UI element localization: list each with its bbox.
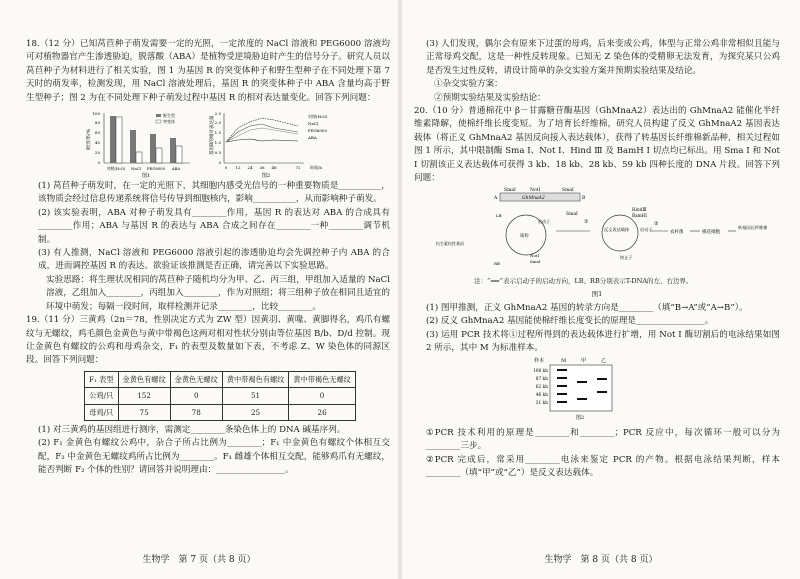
table-cell: 78	[170, 404, 222, 420]
page-left	[0, 0, 398, 579]
gel-band	[597, 378, 607, 380]
q18-part3-idea: 实验思路：将生理状况相同的莴苣种子随机均分为甲、乙、丙三组，甲组加入适量的 NaCl 溶液，乙组加入________，丙组加入________，作为对照组；将三组种子放在相同且适宜的环境中萌发；每隔一段时间，取样检测并记录________，比较________。	[46, 274, 390, 312]
q19-answer-plan: ①杂交实验方案：	[434, 79, 503, 90]
gel-marker-label: 46 kb	[535, 393, 548, 399]
page-footer-right: 生物学 第 8 页（共 8 页）	[544, 555, 658, 565]
fig2-xtick: 36	[259, 165, 265, 171]
gel-marker-label: 108 kb	[533, 369, 548, 375]
diag-label: 抗生素抗性基因	[436, 241, 464, 247]
fig2-xtick: 72	[295, 165, 301, 171]
fig2-xtick: 24	[247, 165, 253, 171]
gel-band	[557, 393, 567, 395]
fig2-legend: ABA	[308, 135, 317, 141]
fig2-series-peg	[226, 124, 298, 142]
table-row	[85, 388, 356, 404]
q19-answer-result: ②预期实验结果及实验结论：	[434, 92, 546, 103]
figure-1-bar-chart	[86, 108, 194, 178]
fig1-bar	[176, 146, 182, 163]
fig2-xtick: 48	[271, 165, 277, 171]
diag-label: SmaⅠ	[530, 259, 541, 265]
expression-vector-circle	[602, 215, 638, 251]
fig1-bar	[110, 116, 116, 163]
diag-label: NotⅠ	[530, 253, 540, 259]
fig2-ytick: 0	[218, 160, 221, 166]
diag-label: A	[494, 196, 498, 202]
fig2-legend: 对照(H₂O)	[308, 114, 328, 120]
table-header-cell: F₁ 表型	[85, 371, 119, 387]
diag-label: 转基因长纤维棉	[738, 225, 768, 231]
q19-part3: (3) 人们发现，偶尔会有原来下过蛋的母鸡，后来变成公鸡，体型与正常公鸡非常相似且能与正常母鸡交配，这是一种性反转现象。已知无 Z 染色体的受精卵无法发育，为探究某只公鸡是否发生过性反转，请设计简单的杂交实验方案并预期实验结果及结论。	[426, 39, 780, 76]
fig1-ytick: 80	[94, 120, 100, 126]
fig2-xtick: 12	[235, 165, 241, 171]
fig2-ytick: 2.5	[214, 111, 221, 117]
table-header-cell: 金黄色无螺纹	[170, 371, 222, 387]
diagram-caption: 图1	[591, 290, 603, 299]
figure-1-vector-diagram	[434, 187, 774, 269]
table-cell: 0	[289, 388, 356, 404]
q19-intro: 19.（11 分）三黄鸡（2n＝78，性别决定方式为 ZW 型）因黄羽、黄喙、黄脚得名，鸡爪有螺纹与无螺纹，鸡毛颜色金黄色与黄中带褐色这两对相对性状分别由等位基因 B/b、D/d 控制。现让金黄色有螺纹的公鸡和母鸡杂交，F₁ 的表型及数量如下表，不考虑 Z、W 染色体的同源区段。回答下列问题：	[26, 315, 390, 366]
q18-figures	[86, 108, 390, 178]
gel-marker-label: 62 kb	[535, 385, 548, 391]
fig2-series-control	[226, 139, 298, 142]
table-cell: 75	[118, 404, 170, 420]
diag-label: 质粒	[520, 234, 529, 240]
fig2-ytick: 2.0	[214, 120, 221, 126]
gel-frame	[550, 365, 612, 411]
q20-part3-2: ②PCR 完成后，常采用________电泳来鉴定 PCR 的产物。根据电泳结果判断，样本________（填“甲”或“乙”）是反义表达载体。	[426, 454, 780, 478]
fig2-xtick: 0	[224, 165, 228, 171]
fig1-ytick: 60	[94, 130, 100, 136]
q18-intro: 18.（12 分）已知莴苣种子萌发需要一定的光照，一定浓度的 NaCl 溶液和 PEG6000 溶液均可对植物器官产生渗透胁迫，脱落酸（ABA）是植物受逆境胁迫时产生的信号分子。研究人员以莴苣种子为材料进行了相关实验，图 1 为基因 R 的突变体种子和野生型种子在不同处理下第 7 天时的萌发率，检测发现，用 NaCl 溶液处理后，基因 R 的突变体种子中 ABA 含量均高于野生型种子；图 2 为在不同处理下种子萌发过程中基因 R 的相对表达量变化。回答下列问题：	[26, 39, 390, 103]
fig2-ylabel: 基因R的相对表达量	[210, 115, 215, 156]
diag-label: ①	[584, 219, 589, 226]
gel-band	[577, 398, 587, 400]
fig1-xtick: 对照(H₂O)	[106, 166, 126, 172]
fig1-xtick: PEG6000	[146, 166, 166, 172]
diagram-note: 注：“⟹”表示启动子的启动方向，LB、RB分别表示T-DNA的左、右边界。	[474, 276, 693, 285]
fig1-ylabel: 萌发率/%	[86, 128, 92, 151]
q19-f1-table	[84, 371, 356, 421]
q20-part3: (3) 运用 PCR 技术将①过程所得到的表达载体进行扩增，用 Not Ⅰ 酶切割后的电泳结果如图 2 所示，其中 M 为标准样本。	[426, 329, 780, 353]
fig1-xtick: NaCl	[131, 166, 141, 172]
diag-label: 农杆菌	[670, 230, 684, 236]
gel-marker-label: 87 kb	[535, 377, 548, 383]
q20-part3-1: ①PCR 技术利用的原理是________和________；PCR 反应中，每次循环一般可以分为________三步。	[426, 427, 780, 452]
fig1-bar	[116, 117, 122, 163]
fig2-legend: NaCl	[308, 121, 319, 127]
q20-part2: (2) 反义 GhMnaA2 基因能使棉纤维长度变长的原理是________________。	[426, 316, 714, 327]
table-cell: 152	[118, 388, 170, 404]
diag-label: LB	[496, 213, 502, 219]
diag-label: RB	[494, 261, 500, 267]
fig2-caption: 图2	[261, 173, 271, 179]
table-header-row	[85, 371, 356, 387]
table-cell: 0	[170, 388, 222, 404]
fig1-xtick: ABA	[171, 166, 181, 172]
gel-header: 乙	[601, 358, 607, 365]
diag-label: 棉花细胞	[702, 230, 720, 236]
table-header-cell: 黄中带褐色无螺纹	[289, 371, 356, 387]
diag-label: HindⅢ	[632, 207, 647, 213]
table-cell: 51	[222, 388, 289, 404]
table-cell: 公鸡/只	[85, 388, 119, 404]
diag-label: NotⅠ	[530, 188, 541, 194]
fig2-ytick: 0.5	[214, 150, 221, 156]
diag-label: SmaⅠ	[504, 188, 516, 194]
diag-label: SmaⅠ	[562, 188, 574, 194]
q18-part2: (2) 该实验表明，ABA 对种子萌发具有________作用，基因 R 的表达对 ABA 的合成具有________作用；ABA 与基因 R 的表达与 ABA 合成之间存在________一种________调节机制。	[38, 207, 390, 245]
table-header-cell: 黄中带褐色有螺纹	[222, 371, 289, 387]
gel-caption: 图2	[575, 415, 585, 422]
diag-label: 终止子	[620, 255, 633, 261]
page-footer-left: 生物学 第 7 页（共 8 页）	[142, 555, 256, 565]
gel-band	[597, 391, 607, 393]
fig2-xlabel: 时间/h	[310, 165, 322, 171]
table-header-cell: 金黄色有螺纹	[118, 371, 170, 387]
diag-label: BamHⅠ	[632, 213, 647, 219]
q18-part3: (3) 有人推测，NaCl 溶液和 PEG6000 溶液引起的渗透胁迫均会先调控种子内 ABA 的合成，进而调控基因 R 的表达。欲验证该推测是否正确，请完善以下实验思路。	[38, 248, 390, 272]
diag-label: SmaⅠ	[566, 212, 578, 218]
fig1-ytick: 40	[94, 140, 100, 146]
diag-label: 反义表达载体	[604, 227, 630, 233]
fig1-bar	[150, 134, 156, 163]
fig1-bar	[130, 130, 136, 163]
fig1-bar	[170, 138, 176, 163]
question-18	[26, 38, 390, 314]
fig2-legend: PEG6000	[308, 128, 327, 134]
gel-band	[557, 369, 567, 371]
q18-part1: (1) 莴苣种子萌发时，在一定的光照下，其细胞内感受光信号的一种重要物质是__________，该物质会经过信息传递系统将信号传导到细胞核内，影响__________，从而影响种子萌发。	[38, 181, 390, 205]
fig1-ytick: 0	[97, 160, 100, 166]
diag-label: ②	[654, 221, 659, 228]
table-cell: 26	[289, 404, 356, 420]
gel-band	[557, 401, 567, 403]
diag-label: GhMnaA2	[522, 196, 545, 202]
fig1-ytick: 20	[94, 150, 100, 156]
gel-band	[577, 381, 587, 383]
table-row	[85, 404, 356, 420]
fig1-legend: 野生型	[163, 113, 175, 119]
fig2-ytick: 1.0	[214, 140, 221, 146]
gel-header: 甲	[581, 358, 587, 365]
page-right	[402, 0, 800, 579]
diag-label: B	[582, 196, 586, 202]
diag-label: 启动子	[640, 227, 653, 233]
q20-intro: 20.（10 分）普通棉花中 β－甘露糖苷酶基因（GhMnaA2）表达出的 GhMnaA2 能催化半纤维素降解，使棉纤维长度变短。为了培育长纤维棉，研究人员构建了反义 GhMnaA2 基因表达载体（将正义 GhMnaA2 基因反向接入表达载体），获得了转基因长纤维棉新品种，相关过程如图 1 所示，其中限制酶 Sma Ⅰ、Not Ⅰ、Hind Ⅲ 及 BamH Ⅰ 切点均已标出。用 Sma Ⅰ 和 Not Ⅰ 切割该正义表达载体可获得 3 kb、18 kb、28 kb、59 kb 四种长度的 DNA 片段。回答下列问题：	[414, 106, 780, 184]
table-cell: 25	[222, 404, 289, 420]
gel-header: 样本	[534, 358, 545, 365]
fig1-bar	[156, 148, 162, 163]
question-19-continued	[414, 38, 780, 105]
gel-band	[557, 385, 567, 387]
fig1-legend: 突变体	[163, 119, 175, 125]
gel-marker-label: 31 kb	[535, 401, 548, 407]
gel-band	[557, 377, 567, 379]
gel-header: M	[561, 358, 567, 365]
fig1-ytick: 100	[92, 111, 100, 117]
figure-2-line-chart	[204, 108, 344, 178]
diag-label: 启动子	[538, 219, 550, 225]
figure-2-electrophoresis	[514, 355, 634, 421]
question-19	[26, 314, 390, 477]
q19-part1: (1) 对三黄鸡的基因组进行测序，需测定________条染色体上的 DNA 碱基序列。	[38, 424, 346, 435]
fig1-caption: 图1	[141, 173, 151, 179]
fig1-bar	[136, 152, 142, 163]
q19-part2: (2) F₁ 金黄色有螺纹公鸡中，杂合子所占比例为________；F₁ 中金黄色有螺纹个体相互交配，F₂ 中金黄色无螺纹鸡所占比例为________。F₁ 雌雄个体相互交配，能够鸡爪有无螺纹，能否判断 F₂ 个体的性别？请回答并说明理由：________________。	[38, 438, 390, 476]
question-20	[414, 105, 780, 480]
table-cell: 母鸡/只	[85, 404, 119, 420]
fig2-ytick: 1.5	[214, 130, 221, 136]
q20-part1: (1) 图甲推测，正义 GhMnaA2 基因的转录方向是________（填“B→A”或“A→B”）。	[426, 302, 748, 313]
